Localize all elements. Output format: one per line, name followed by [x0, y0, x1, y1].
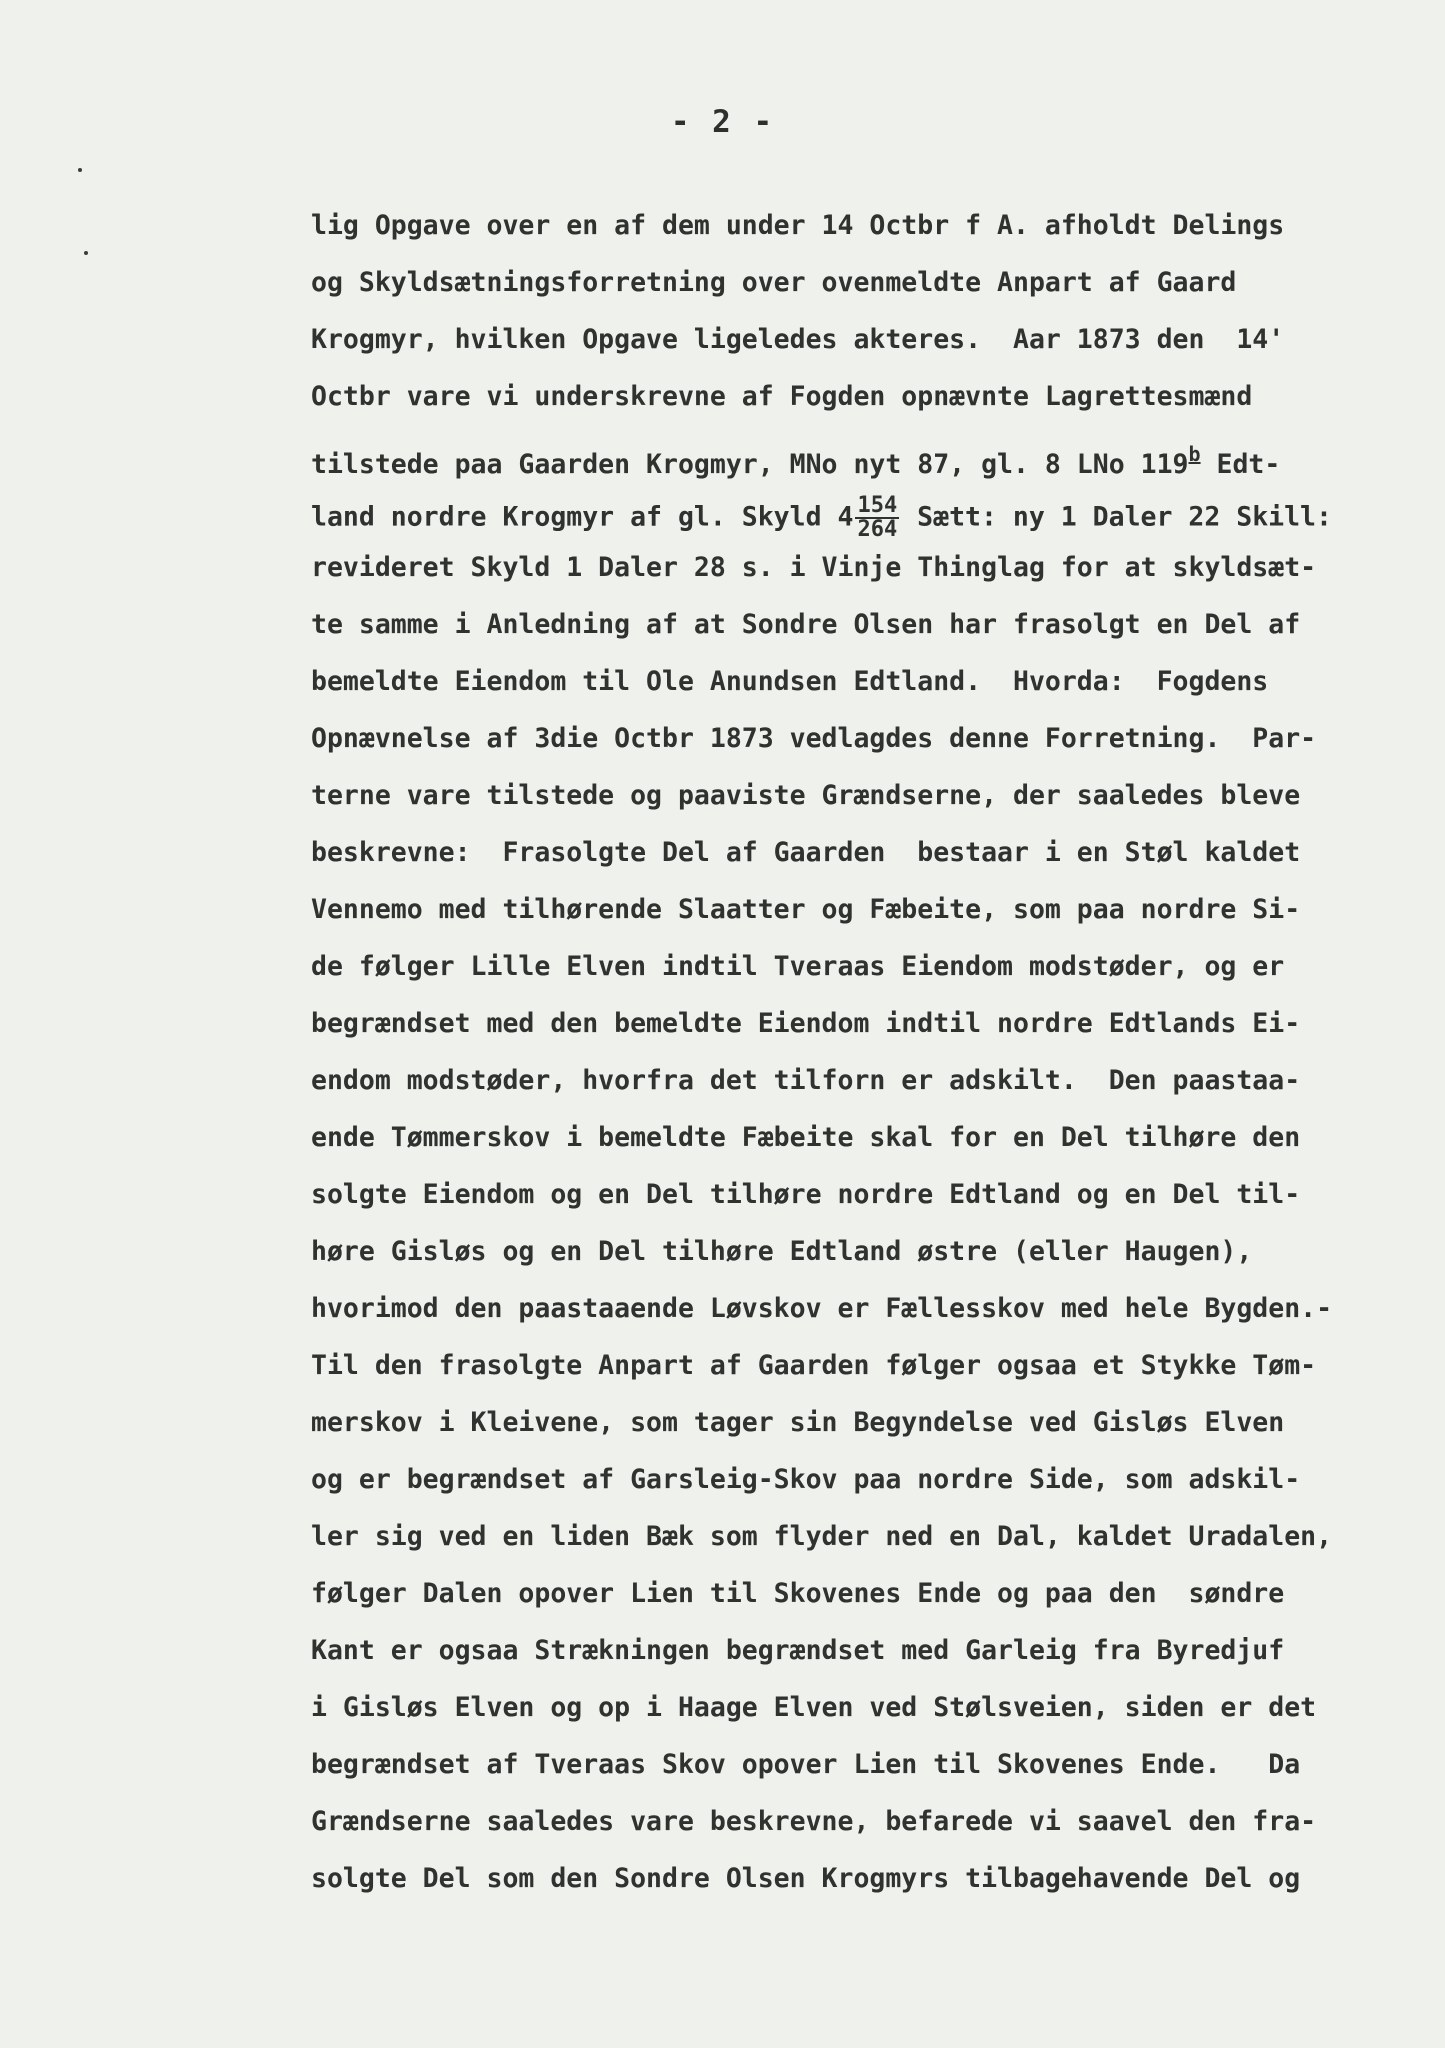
- text-line-21: Til den frasolgte Anpart af Gaarden følger ogsaa et Stykke Tøm-: [311, 1350, 1317, 1381]
- text-line-15: begrændset med den bemeldte Eiendom indtil nordre Edtlands Ei-: [311, 1008, 1301, 1039]
- text-line-9: bemeldte Eiendom til Ole Anundsen Edtland. Hvorda: Fogdens: [311, 666, 1269, 697]
- text-line-11: terne vare tilstede og paaviste Grændserne, der saaledes bleve: [311, 780, 1301, 811]
- text-line-27: i Gisløs Elven og op i Haage Elven ved Stølsveien, siden er det: [311, 1692, 1317, 1723]
- text-line-5-start: tilstede paa Gaarden Krogmyr, MNo nyt 87, gl. 8 LNo 119: [311, 449, 1189, 480]
- text-line-24: ler sig ved en liden Bæk som flyder ned en Dal, kaldet Uradalen,: [311, 1521, 1333, 1552]
- text-line-23: og er begrændset af Garsleig-Skov paa nordre Side, som adskil-: [311, 1464, 1301, 1495]
- fraction: [855, 495, 899, 541]
- text-line-14: de følger Lille Elven indtil Tveraas Eiendom modstøder, og er: [311, 951, 1285, 982]
- text-line-16: endom modstøder, hvorfra det tilforn er adskilt. Den paastaa-: [311, 1065, 1301, 1096]
- text-line-13: Vennemo med tilhørende Slaatter og Fæbeite, som paa nordre Si-: [311, 894, 1301, 925]
- text-line-8: te samme i Anledning af at Sondre Olsen har frasolgt en Del af: [311, 609, 1301, 640]
- superscript: b: [1188, 442, 1201, 466]
- text-line-29: Grændserne saaledes vare beskrevne, befarede vi saavel den fra-: [311, 1806, 1317, 1837]
- text-line-18: solgte Eiendom og en Del tilhøre nordre Edtland og en Del til-: [311, 1179, 1301, 1210]
- text-line-4: Octbr vare vi underskrevne af Fogden opnævnte Lagrettesmænd: [311, 381, 1253, 412]
- fraction-denominator: 264: [857, 517, 898, 542]
- text-line-5-end: Edt-: [1200, 449, 1281, 480]
- text-line-19: høre Gisløs og en Del tilhøre Edtland østre (eller Haugen),: [311, 1236, 1253, 1267]
- text-line-22: merskov i Kleivene, som tager sin Begyndelse ved Gisløs Elven: [311, 1407, 1285, 1438]
- text-line-10: Opnævnelse af 3die Octbr 1873 vedlagdes denne Forretning. Par-: [311, 723, 1317, 754]
- text-line-25: følger Dalen opover Lien til Skovenes Ende og paa den søndre: [311, 1578, 1285, 1609]
- text-line-17: ende Tømmerskov i bemeldte Fæbeite skal for en Del tilhøre den: [311, 1122, 1301, 1153]
- text-line-6-end: Sætt: ny 1 Daler 22 Skill:: [901, 501, 1332, 533]
- text-line-26: Kant er ogsaa Strækningen begrændset med Garleig fra Byredjuf: [311, 1635, 1285, 1666]
- text-line-7: revideret Skyld 1 Daler 28 s. i Vinje Thinglag for at skyldsæt-: [311, 552, 1317, 583]
- text-line-5: [311, 438, 1280, 481]
- fraction-numerator: 154: [857, 493, 898, 518]
- text-line-20: hvorimod den paastaaende Løvskov er Fællesskov med hele Bygden.-: [311, 1293, 1333, 1324]
- page-number: - 2 -: [670, 104, 775, 140]
- text-line-12: beskrevne: Frasolgte Del af Gaarden bestaar i en Støl kaldet: [311, 837, 1301, 868]
- text-line-3: Krogmyr, hvilken Opgave ligeledes akteres. Aar 1873 den 14': [311, 324, 1285, 355]
- text-line-30: solgte Del som den Sondre Olsen Krogmyrs tilbagehavende Del og: [311, 1863, 1301, 1894]
- text-line-6: [311, 495, 1332, 541]
- text-line-28: begrændset af Tveraas Skov opover Lien til Skovenes Ende. Da: [311, 1749, 1301, 1780]
- text-line-6-start: land nordre Krogmyr af gl. Skyld 4: [311, 501, 854, 533]
- text-line-1: lig Opgave over en af dem under 14 Octbr f A. afholdt Delings: [311, 210, 1285, 241]
- text-line-2: og Skyldsætningsforretning over ovenmeldte Anpart af Gaard: [311, 267, 1237, 298]
- margin-dot: [84, 251, 88, 255]
- margin-dot: [78, 168, 82, 172]
